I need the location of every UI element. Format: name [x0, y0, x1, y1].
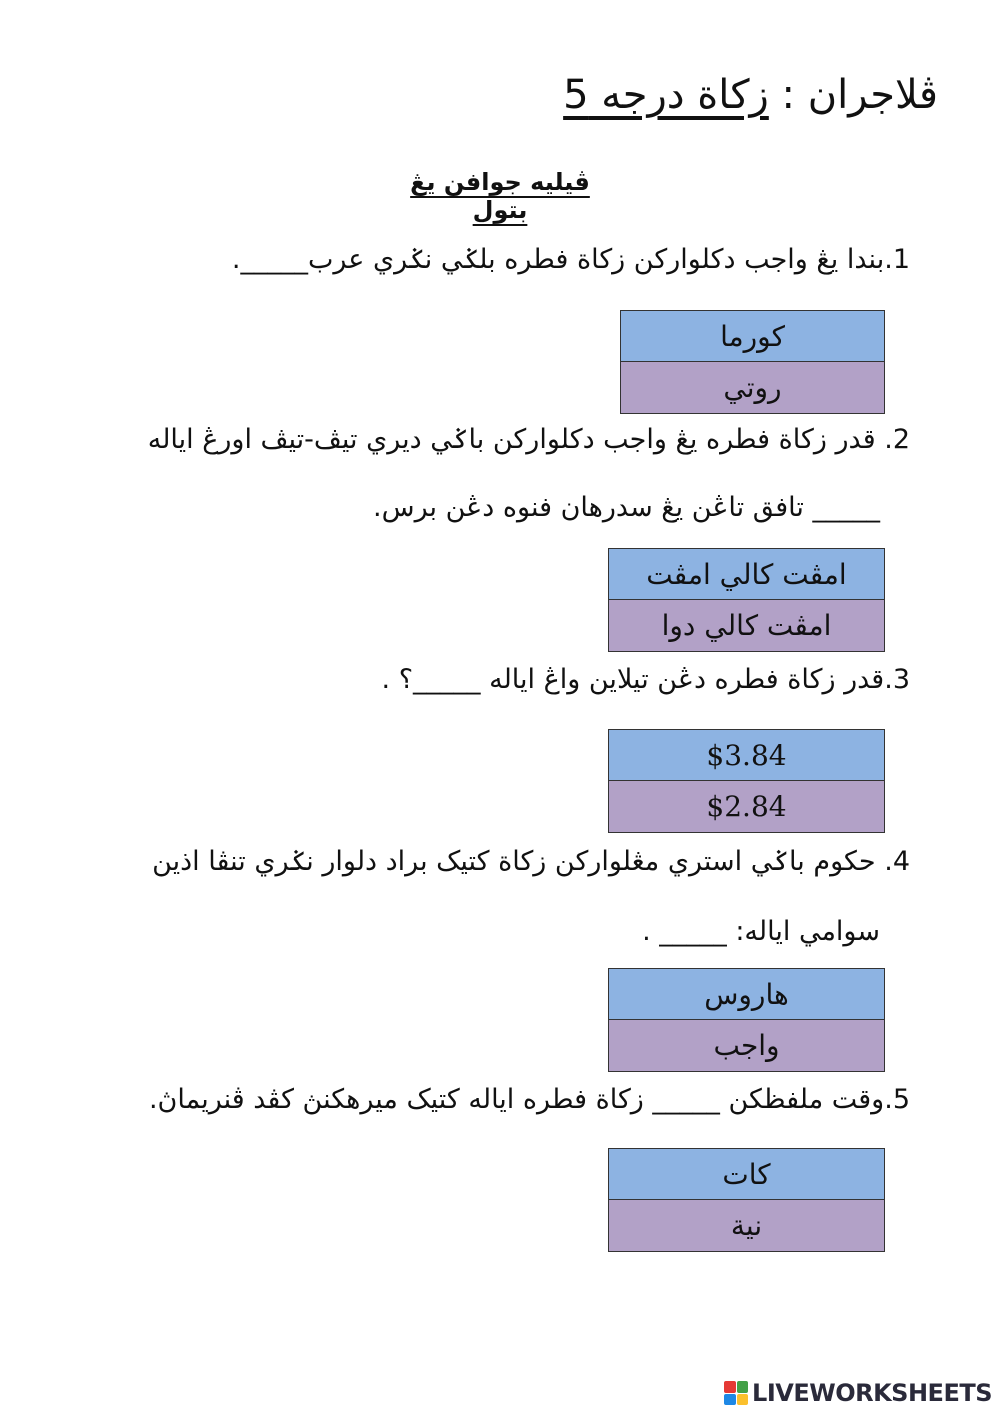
question-2	[148, 410, 910, 538]
question-5	[149, 1070, 910, 1130]
logo-square	[737, 1394, 749, 1406]
option-label: $2.84	[706, 790, 787, 823]
title-subject: زكاة درجه 5	[563, 72, 769, 118]
option-label: واجب	[713, 1029, 780, 1062]
question-number: 1.	[884, 244, 910, 275]
options-1	[620, 310, 885, 414]
option-label: $3.84	[706, 738, 787, 772]
question-4	[152, 832, 910, 962]
liveworksheets-icon	[724, 1381, 748, 1405]
option-label: امڤت كالي امڤت	[646, 557, 847, 591]
title-prefix: ڤلاجران :	[768, 72, 938, 118]
logo-square	[737, 1381, 749, 1393]
brand-name: LIVEWORKSHEETS	[752, 1379, 992, 1407]
question-text: قدر زكاة فطره دڠن تيلاين واڠ اياله _____؟ .	[381, 664, 885, 695]
option-3a[interactable]	[609, 730, 884, 781]
question-text: بندا يڠ واجب دكلواركن زكاة فطره بلݢي نݢري عرب_____.	[231, 244, 885, 275]
instructions: ڤيليه جوافن يڠ بتول	[410, 168, 590, 224]
option-label: كات	[722, 1157, 771, 1191]
options-2	[608, 548, 885, 652]
option-label: روتي	[723, 371, 782, 404]
option-label: هاروس	[704, 977, 789, 1011]
option-2a[interactable]	[609, 549, 884, 600]
option-label: كورما	[720, 319, 785, 353]
logo-square	[724, 1381, 736, 1393]
options-4	[608, 968, 885, 1072]
option-5b[interactable]	[609, 1200, 884, 1251]
question-text: قدر زكاة فطره يڠ واجب دكلواركن باݢي ديري تيڤ-تيڤ اورڠ اياله	[147, 424, 876, 455]
question-number: 4.	[884, 846, 910, 877]
option-label: نية	[730, 1209, 763, 1242]
question-text-line2: سوامي اياله: _____ .	[642, 916, 880, 947]
question-number: 2.	[884, 424, 910, 455]
option-1b[interactable]	[621, 362, 884, 413]
worksheet-title	[563, 72, 938, 118]
question-text-line2: _____ تافق تاڠن يڠ سدرهان فنوه دڠن برس.	[373, 492, 880, 523]
option-4a[interactable]	[609, 969, 884, 1020]
options-5	[608, 1148, 885, 1252]
option-5a[interactable]	[609, 1149, 884, 1200]
option-2b[interactable]	[609, 600, 884, 651]
question-3	[382, 650, 910, 710]
logo-square	[724, 1394, 736, 1406]
option-label: امڤت كالي دوا	[661, 609, 832, 642]
option-4b[interactable]	[609, 1020, 884, 1071]
option-3b[interactable]	[609, 781, 884, 832]
liveworksheets-logo[interactable]	[724, 1379, 992, 1407]
options-3	[608, 729, 885, 833]
question-text: وقت ملفظكن _____ زكاة فطره اياله كتيک ميرهكنڽ كڤد ڤنريماڽ.	[148, 1084, 885, 1115]
question-text: حكوم باݢي استري مڠلواركن زكاة كتيک براد دلوار نݢري تنڤا اذين	[152, 846, 876, 877]
option-1a[interactable]	[621, 311, 884, 362]
question-number: 5.	[884, 1084, 910, 1115]
question-number: 3.	[884, 664, 910, 695]
question-1	[232, 230, 910, 290]
